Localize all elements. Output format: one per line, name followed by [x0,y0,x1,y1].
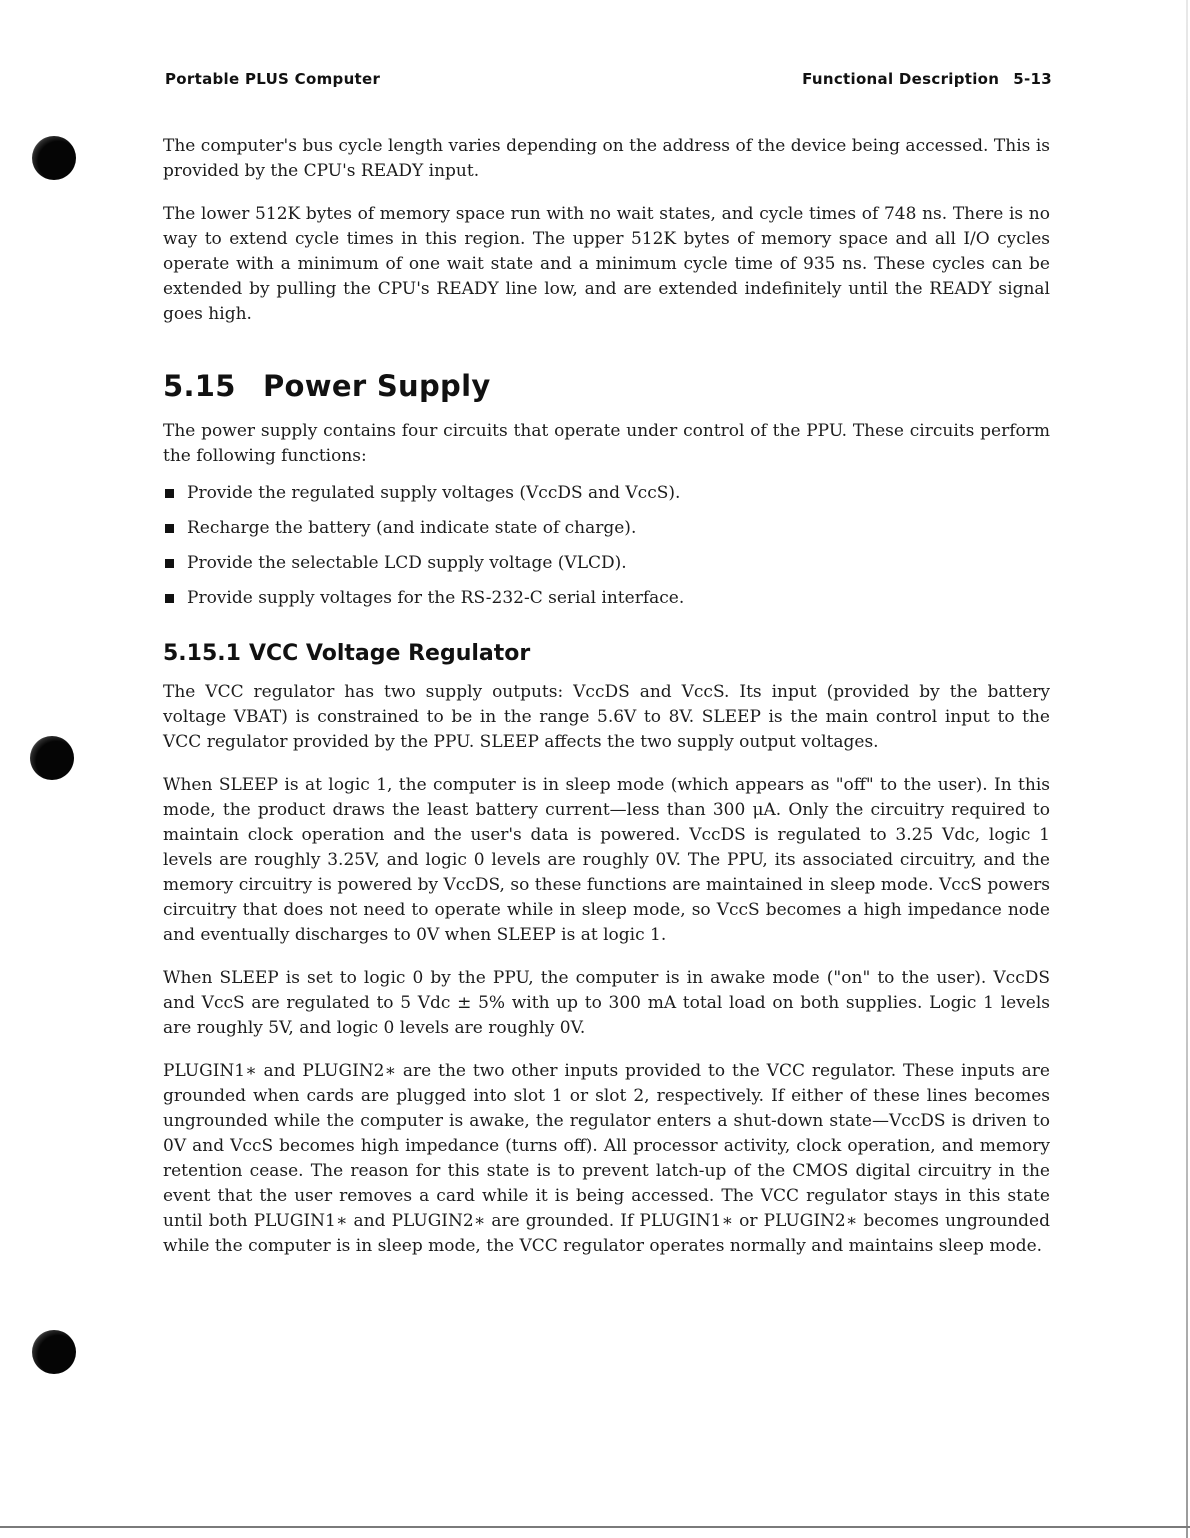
subsection-title: VCC Voltage Regulator [248,641,531,666]
paragraph-sleep-mode: When SLEEP is at logic 1, the computer is in sleep mode (which appears as "off" to the user). In this mode, the product draws the least battery current—less than 300 μA. Only the circuitry required to maintain clock operation and the user's data is powered. VccDS is regulated to 3.25 Vdc, logic 1 levels are roughly 3.25V, and logic 0 levels are roughly 0V. The PPU, its associated circuitry, and the memory circuitry is powered by VccDS, so these functions are maintained in sleep mode. VccS powers circuitry that does not need to operate while in sleep mode, so VccS becomes a high impedance node and eventually discharges to 0V when SLEEP is at logic 1. [163,775,1050,945]
list-item: Recharge the battery (and indicate state of charge). [163,516,1050,541]
page-body [163,134,1050,1277]
punch-hole-icon [32,1330,76,1374]
subsection-number: 5.15.1 [163,641,241,666]
paragraph-memory-wait-states: The lower 512K bytes of memory space run with no wait states, and cycle times of 748 ns. There is no way to extend cycle times in this region. The upper 512K bytes of memory space and all I/O cycles operate with a minimum of one wait state and a minimum cycle time of 935 ns. These cycles can be extended by pulling the CPU's READY line low, and are extended indefinitely until the READY signal goes high. [163,204,1050,324]
section-heading [163,369,1050,403]
section-number: 5.15 [163,369,236,403]
page-edge-bottom [0,1526,1190,1528]
function-list [163,481,1050,611]
section-intro: The power supply contains four circuits that operate under control of the PPU. These circuits perform the following functions: [163,421,1050,466]
section-title: Power Supply [263,369,491,403]
square-bullet-icon [165,559,174,568]
list-item: Provide supply voltages for the RS-232-C serial interface. [163,586,1050,611]
running-header-chapter [802,70,1052,88]
square-bullet-icon [165,524,174,533]
paragraph-plugin-inputs: PLUGIN1∗ and PLUGIN2∗ are the two other inputs provided to the VCC regulator. These inputs are grounded when cards are plugged into slot 1 or slot 2, respectively. If either of these lines becomes ungrounded while the computer is awake, the regulator enters a shut-down state—VccDS is driven to 0V and VccS becomes high impedance (turns off). All processor activity, clock operation, and memory retention cease. The reason for this state is to prevent latch-up of the CMOS digital circuitry in the event that the user removes a card while it is being accessed. The VCC regulator stays in this state until both PLUGIN1∗ and PLUGIN2∗ are grounded. If PLUGIN1∗ or PLUGIN2∗ becomes ungrounded while the computer is in sleep mode, the VCC regulator operates normally and maintains sleep mode. [163,1061,1050,1256]
running-header-section: Functional Description [802,70,1000,88]
page-number: 5-13 [1013,70,1052,88]
paragraph-bus-cycle: The computer's bus cycle length varies depending on the address of the device being accessed. This is provided by the CPU's READY input. [163,136,1050,181]
square-bullet-icon [165,594,174,603]
punch-hole-icon [30,736,74,780]
subsection-heading [163,641,1050,666]
list-item: Provide the regulated supply voltages (VccDS and VccS). [163,481,1050,506]
paragraph-awake-mode: When SLEEP is set to logic 0 by the PPU, the computer is in awake mode ("on" to the user). VccDS and VccS are regulated to 5 Vdc ± 5% with up to 300 mA total load on both supplies. Logic 1 levels are roughly 5V, and logic 0 levels are roughly 0V. [163,968,1050,1038]
square-bullet-icon [165,489,174,498]
running-header-title: Portable PLUS Computer [165,70,381,88]
list-item: Provide the selectable LCD supply voltage (VLCD). [163,551,1050,576]
paragraph-vcc-outputs: The VCC regulator has two supply outputs: VccDS and VccS. Its input (provided by the battery voltage VBAT) is constrained to be in the range 5.6V to 8V. SLEEP is the main control input to the VCC regulator provided by the PPU. SLEEP affects the two supply output voltages. [163,682,1050,752]
punch-hole-icon [32,136,76,180]
page-edge-right [1186,0,1188,1538]
